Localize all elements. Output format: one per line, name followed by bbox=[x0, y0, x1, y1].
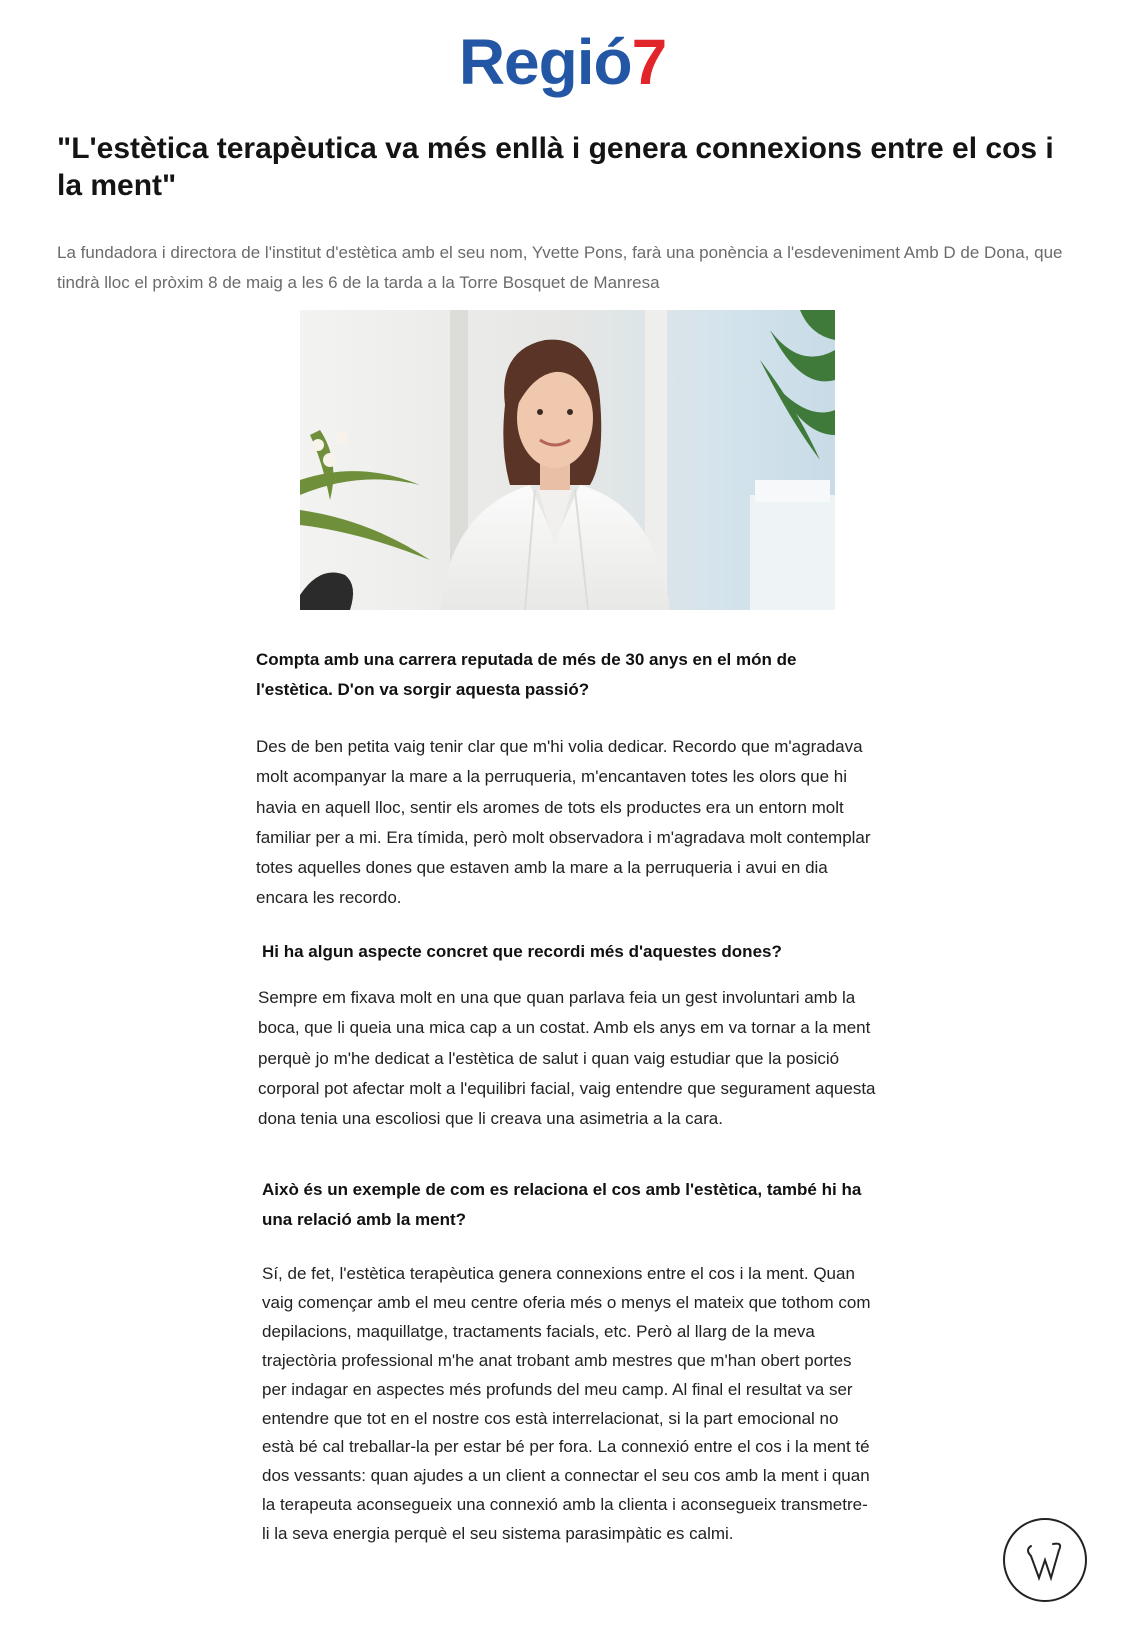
portrait-photo bbox=[300, 310, 835, 610]
question-2: Hi ha algun aspecte concret que recordi més d'aquestes dones? bbox=[262, 942, 782, 961]
logo-wordmark: Regió bbox=[458, 26, 632, 98]
answer-1: Des de ben petita vaig tenir clar que m'hi volia dedicar. Recordo que m'agradava molt acompanyar la mare a la perruqueria, m'encantaven totes les olors que hi havia en aquell lloc, sentir els aromes de tots els productes era un entorn molt familiar per a mi. Era tímida, però molt observadora i m'agradava molt contemplar totes aquelles dones que estaven amb la mare a la perruqueria i avui en dia encara les recordo. bbox=[256, 737, 871, 908]
regio7-logo[interactable] bbox=[447, 16, 678, 110]
question-3: Això és un exemple de com es relaciona el cos amb l'estètica, també hi ha una relació amb la ment? bbox=[262, 1180, 862, 1229]
w-monogram-icon bbox=[1005, 1520, 1085, 1600]
answer-3: Sí, de fet, l'estètica terapèutica genera connexions entre el cos i la ment. Quan vaig començar amb el meu centre oferia més o menys el mateix que tothom com depilacions, maquillatge, tractaments facials, etc. Però al llarg de la meva trajectòria professional m'he anat trobant amb mestres que m'han obert portes per indagar en aspectes més profunds del meu camp. Al final el resultat va ser entendre que tot en el nostre cos està interrelacionat, si la part emocional no està bé cal treballar-la per estar bé per fora. La connexió entre el cos i la ment té dos vessants: quan ajudes a un client a connectar el seu cos amb la ment i quan la terapeuta aconsegueix una connexió amb la clienta i aconsegueix transmetre-li la seva energia perquè el seu sistema parasimpàtic es calmi. bbox=[262, 1264, 871, 1544]
signature-seal bbox=[1003, 1518, 1087, 1602]
article-headline: "L'estètica terapèutica va més enllà i genera connexions entre el cos i la ment" bbox=[57, 132, 1054, 202]
logo-number: 7 bbox=[631, 26, 667, 98]
answer-2: Sempre em fixava molt en una que quan parlava feia un gest involuntari amb la boca, que li queia una mica cap a un costat. Amb els anys em va tornar a la ment perquè jo m'he dedicat a l'estètica de salut i quan vaig estudiar que la posició corporal pot afectar molt a l'equilibri facial, vaig entendre que segurament aquesta dona tenia una escoliosi que li creava una asimetria a la cara. bbox=[258, 988, 876, 1129]
masthead bbox=[0, 16, 1125, 110]
question-1: Compta amb una carrera reputada de més de 30 anys en el món de l'estètica. D'on va sorgir aquesta passió? bbox=[256, 650, 797, 699]
article-standfirst: La fundadora i directora de l'institut d'estètica amb el seu nom, Yvette Pons, farà una ponència a l'esdeveniment Amb D de Dona, que tindrà lloc el pròxim 8 de maig a les 6 de la tarda a la Torre Bosquet de Manresa bbox=[57, 243, 1063, 292]
portrait-illustration bbox=[300, 310, 835, 610]
